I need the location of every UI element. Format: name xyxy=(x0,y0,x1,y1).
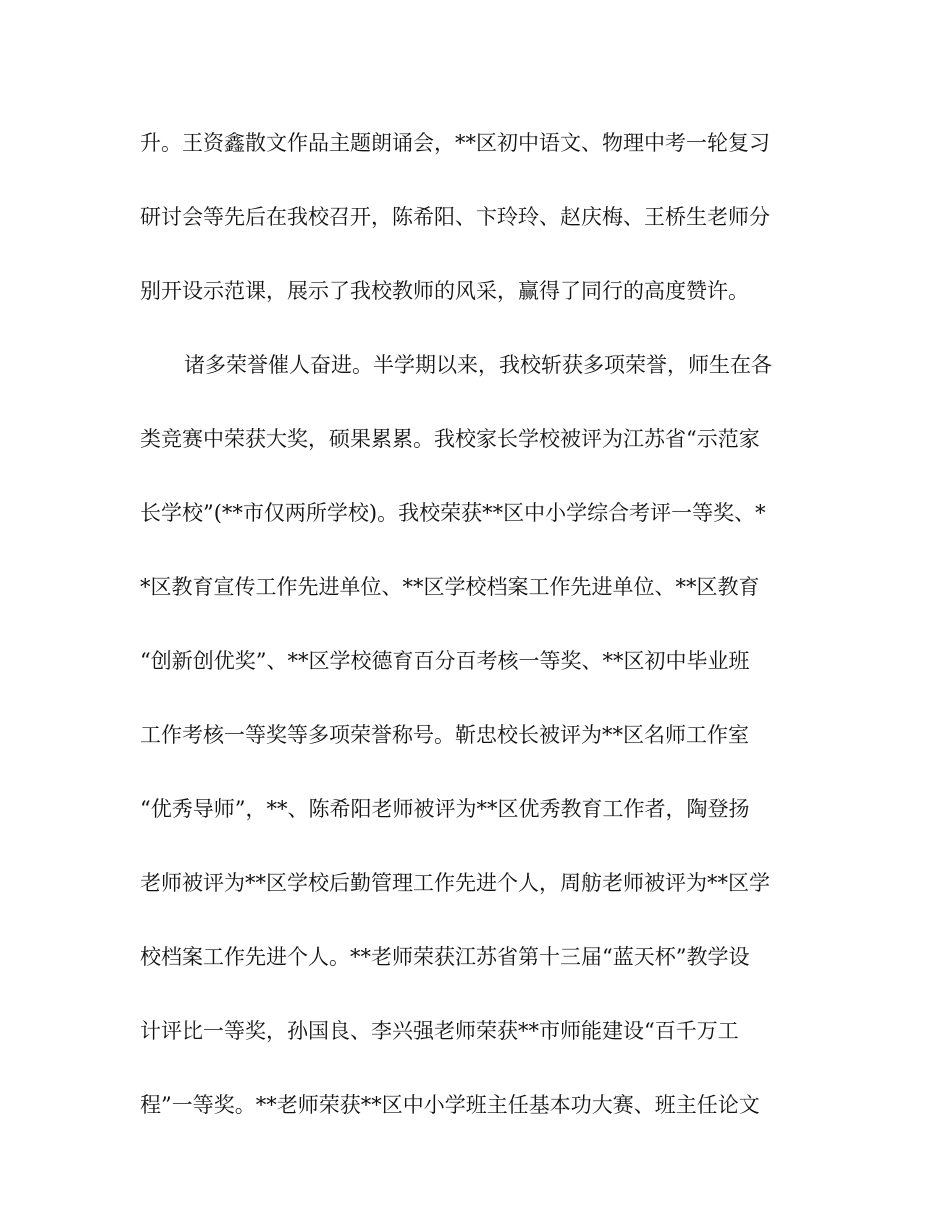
text-line-11: 老师被评为**区学校后勤管理工作先进个人，周舫老师被评为**区学 xyxy=(140,871,770,895)
text-line-8: “创新创优奖”、**区学校德育百分百考核一等奖、**区初中毕业班 xyxy=(140,649,750,673)
text-line-6: 长学校”(**市仅两所学校)。我校荣获**区中小学综合考评一等奖、* xyxy=(140,501,766,525)
text-line-1: 升。王资鑫散文作品主题朗诵会，**区初中语文、物理中考一轮复习 xyxy=(140,131,770,155)
text-line-13: 计评比一等奖，孙国良、李兴强老师荣获**市师能建设“百千万工 xyxy=(140,1019,739,1043)
text-line-5: 类竞赛中荣获大奖，硕果累累。我校家长学校被评为江苏省“示范家 xyxy=(140,427,760,451)
text-line-7: *区教育宣传工作先进单位、**区学校档案工作先进单位、**区教育 xyxy=(140,575,760,599)
text-line-14: 程”一等奖。**老师荣获**区中小学班主任基本功大赛、班主任论文 xyxy=(140,1093,760,1117)
text-line-3: 别开设示范课，展示了我校教师的风采，赢得了同行的高度赞许。 xyxy=(140,279,749,303)
text-line-9: 工作考核一等奖等多项荣誉称号。靳忠校长被评为**区名师工作室 xyxy=(140,723,749,747)
paragraph-start-line: 诸多荣誉催人奋进。半学期以来，我校斩获多项荣誉，师生在各 xyxy=(184,353,772,377)
text-line-10: “优秀导师”，**、陈希阳老师被评为**区优秀教育工作者，陶登扬 xyxy=(140,797,750,821)
text-line-2: 研讨会等先后在我校召开，陈希阳、卞玲玲、赵庆梅、王桥生老师分 xyxy=(140,205,770,229)
text-line-12: 校档案工作先进个人。**老师荣获江苏省第十三届“蓝天杯”教学设 xyxy=(140,945,750,969)
